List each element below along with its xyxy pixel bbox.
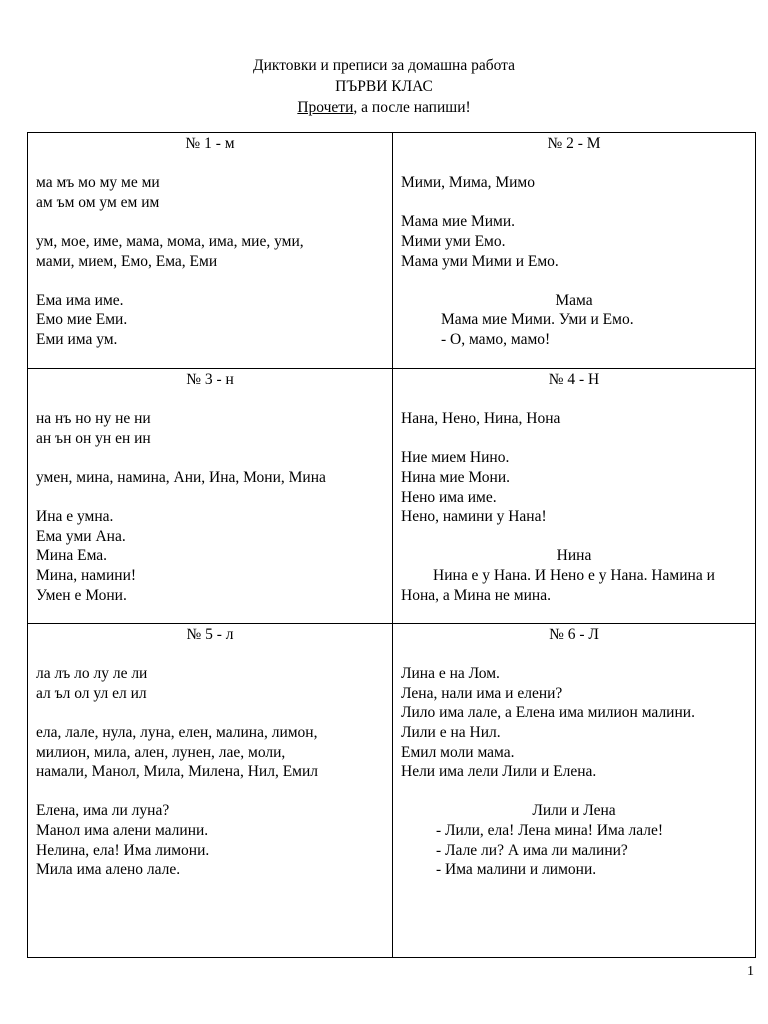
- dialogue-line: - Лале ли? А има ли малини?: [436, 841, 628, 859]
- dialogue-line: - Лили, ела! Лена мина! Има лале!: [436, 821, 663, 839]
- sentence: Ема има име.: [36, 291, 124, 309]
- sentence: Лило има лале, а Елена има милион малини.: [401, 704, 695, 722]
- story-line: Мама мие Мими. Уми и Емо.: [441, 311, 634, 329]
- cell-title: № 6 - Л: [549, 626, 599, 643]
- words-line: ум, мое, име, мама, мома, има, мие, уми,: [36, 232, 304, 250]
- syllables-line: ам ъм ом ум ем им: [36, 193, 160, 211]
- story-title: Мама: [555, 291, 593, 309]
- sentence: Мими уми Емо.: [401, 232, 506, 250]
- exercise-cell-5: [28, 624, 392, 957]
- sentence: Мина, намини!: [36, 566, 137, 584]
- syllables-line: на нъ но ну не ни: [36, 410, 151, 428]
- sentence: Еми има ум.: [36, 330, 118, 348]
- exercise-cell-6: [393, 624, 755, 957]
- story-title: Лили и Лена: [532, 802, 616, 820]
- words-line: намали, Манол, Мила, Милена, Нил, Емил: [36, 763, 318, 781]
- syllables-line: ал ъл ол ул ел ил: [36, 684, 147, 702]
- words-line: милион, мила, ален, лунен, лае, моли,: [36, 743, 286, 761]
- sentence: Елена, има ли луна?: [36, 802, 170, 820]
- exercise-cell-2: [393, 133, 755, 368]
- story-line: - О, мамо, мамо!: [441, 330, 551, 348]
- sentence: Нели има лели Лили и Елена.: [401, 763, 597, 781]
- story-title: Нина: [556, 547, 592, 565]
- sentence: Ние мием Нино.: [401, 449, 510, 467]
- sentence: Мама мие Мими.: [401, 213, 516, 231]
- page-header: [0, 55, 768, 118]
- sentence: Нено, намини у Нана!: [401, 508, 547, 526]
- syllables-line: ма мъ мо му ме ми: [36, 174, 160, 192]
- words-line: мами, мием, Емо, Ема, Еми: [36, 252, 218, 270]
- cell-title: № 1 - м: [185, 135, 235, 152]
- sentence: Лина е на Лом.: [401, 665, 500, 683]
- syllables-line: ан ън он ун ен ин: [36, 429, 151, 447]
- cell-title: № 4 - Н: [548, 371, 600, 388]
- cell-title: № 5 - л: [186, 626, 234, 643]
- names-line: Мими, Мима, Мимо: [401, 174, 535, 192]
- sentence: Ема уми Ана.: [36, 527, 126, 545]
- page-number: 1: [747, 964, 754, 979]
- names-line: Нана, Нено, Нина, Нона: [401, 410, 561, 428]
- sentence: Нина мие Мони.: [401, 468, 511, 486]
- exercise-cell-1: [28, 133, 392, 368]
- sentence: Мама уми Мими и Емо.: [401, 252, 559, 270]
- story-paragraph: Нина е у Нана. И Нено е у Нана. Намина и Нона, а Мина не мина.: [401, 566, 715, 604]
- sentence: Манол има алени малини.: [36, 821, 209, 839]
- sentence: Умен е Мони.: [36, 586, 127, 604]
- sentence: Лена, нали има и елени?: [401, 684, 563, 702]
- exercise-table: [27, 132, 756, 958]
- sentence: Емо мие Еми.: [36, 311, 128, 329]
- exercise-cell-4: [393, 369, 755, 623]
- cell-title: № 2 - М: [547, 135, 601, 152]
- header-line-1: Диктовки и преписи за домашна работа: [253, 57, 515, 74]
- sentence: Емил моли мама.: [401, 743, 515, 761]
- exercise-cell-3: [28, 369, 392, 623]
- sentence: Лили е на Нил.: [401, 723, 501, 741]
- header-line-2: ПЪРВИ КЛАС: [335, 78, 433, 95]
- sentence: Мила има алено лале.: [36, 861, 181, 879]
- dialogue-line: - Има малини и лимони.: [436, 861, 597, 879]
- header-underlined-word: Прочети: [297, 99, 354, 116]
- cell-title: № 3 - н: [186, 371, 234, 388]
- words-line: ела, лале, нула, луна, елен, малина, лимон,: [36, 723, 318, 741]
- sentence: Нелина, ела! Има лимони.: [36, 841, 210, 859]
- header-line-3: [0, 97, 768, 118]
- syllables-line: ла лъ ло лу ле ли: [36, 665, 148, 683]
- sentence: Мина Ема.: [36, 547, 108, 565]
- words-line: умен, мина, намина, Ани, Ина, Мони, Мина: [36, 468, 326, 486]
- sentence: Нено има име.: [401, 488, 497, 506]
- header-line-3-rest: , а после напиши!: [353, 99, 471, 116]
- sentence: Ина е умна.: [36, 508, 114, 526]
